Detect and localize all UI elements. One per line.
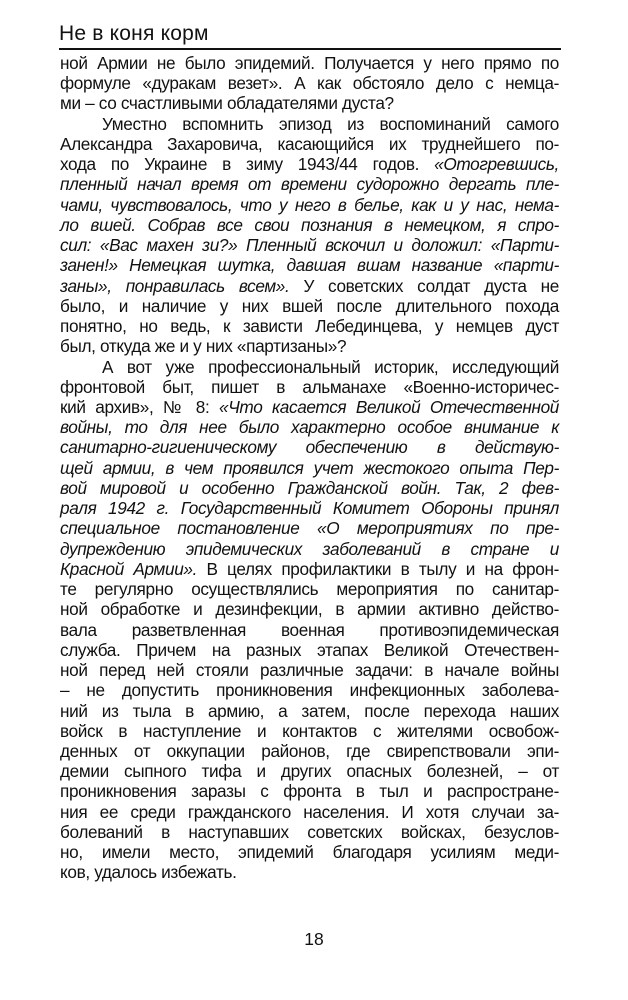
body-text-run: но, имели место, эпидемий благодаря усилиям меди- <box>60 842 559 863</box>
body-text-run: ной Армии не было эпидемий. Получается у него прямо по <box>60 53 559 73</box>
body-text-run: – не допустить проникновения инфекционных заболева- <box>60 680 559 701</box>
text-line <box>60 518 559 538</box>
text-line <box>60 539 559 559</box>
text-line <box>60 276 559 296</box>
text-line <box>60 53 559 73</box>
quoted-italic-text: щей армии, в чем проявился учет жестокого опыта Пер- <box>60 457 559 478</box>
body-text-run: формуле «дуракам везет». А как обстояло дело с немца- <box>60 73 559 94</box>
body-text-run: болеваний в наступавших советских войсках, безуслов- <box>60 821 559 842</box>
body-text-run: денных от оккупации районов, где свирепствовали эпи- <box>60 740 559 761</box>
text-line <box>60 316 559 336</box>
quoted-italic-text: сил: «Вас махен зи?» Пленный вскочил и доложил: «Парти- <box>60 235 559 256</box>
text-line <box>60 93 559 113</box>
text-line <box>60 579 559 599</box>
body-text-run: У советских солдат дуста не <box>303 275 560 296</box>
quoted-italic-text: Красной Армии». <box>60 558 207 579</box>
quoted-italic-text: занен!» Немецкая шутка, давшая вшам название «парти- <box>60 255 559 276</box>
text-line <box>60 437 559 457</box>
quoted-italic-text: пленный начал время от времени судорожно дергать пле- <box>60 174 559 195</box>
text-line <box>60 680 559 700</box>
text-line <box>60 802 559 822</box>
text-line <box>60 721 559 741</box>
body-text-run: ми – со счастливыми обладателями дуста? <box>60 93 394 114</box>
text-line <box>60 660 559 680</box>
quoted-italic-text: санитарно-гигиеническому обеспечению в действую- <box>60 437 559 458</box>
quoted-italic-text: чами, чувствовалось, что у него в белье, как и у нас, нема- <box>60 194 559 215</box>
text-line <box>60 599 559 619</box>
text-line <box>60 296 559 316</box>
text-line <box>60 559 559 579</box>
body-text-run: Уместно вспомнить эпизод из воспоминаний самого <box>102 113 559 134</box>
text-line <box>60 781 559 801</box>
header-rule-divider <box>59 48 561 50</box>
text-line <box>60 377 559 397</box>
text-line <box>60 134 559 154</box>
body-text-run: был, откуда же и у них «партизаны»? <box>60 336 347 357</box>
quoted-italic-text: войны, то для нее было характерно особое внимание к <box>60 417 559 438</box>
body-text-run: проникновения заразы с фронта в тыл и распростране- <box>60 781 559 802</box>
quoted-italic-text: «Что касается Великой Отечественной <box>218 396 559 417</box>
page-number: 18 <box>304 929 324 949</box>
body-text-run: те регулярно осуществлялись мероприятия по санитар- <box>60 579 559 600</box>
paragraph-first-line <box>60 357 559 377</box>
quoted-italic-text: ло вшей. Собрав все свои познания в немецком, я спро- <box>60 214 559 235</box>
text-line <box>60 235 559 255</box>
body-text-run: служба. Причем на разных этапах Великой Отечествен- <box>60 639 559 660</box>
quoted-italic-text: раля 1942 г. Государственный Комитет Обороны принял <box>60 498 559 519</box>
text-line <box>60 842 559 862</box>
quoted-italic-text: заны», понравилась всем». <box>60 275 304 296</box>
text-line <box>60 761 559 781</box>
text-line <box>60 195 559 215</box>
text-line <box>60 73 559 93</box>
text-line <box>60 336 559 356</box>
body-text-run: хода по Украине в зиму 1943/44 годов. <box>60 154 435 175</box>
text-line <box>60 417 559 437</box>
body-text-run: А вот уже профессиональный историк, исследующий <box>102 356 559 377</box>
body-text-run: было, и наличие у них вшей после длительного похода <box>60 295 559 316</box>
running-head-title: Не в коня корм <box>59 22 209 45</box>
paragraph-first-line <box>60 114 559 134</box>
body-text-run: войск в наступление и контактов с жителями освобож- <box>60 720 559 741</box>
text-line <box>60 174 559 194</box>
body-text-run: В целях профилактики в тылу и на фрон- <box>206 558 559 579</box>
body-text <box>60 53 559 883</box>
text-line <box>60 397 559 417</box>
text-line <box>60 154 559 174</box>
body-text-run: демии сыпного тифа и других опасных болезней, – от <box>60 761 559 782</box>
body-text-run: ния ее среди гражданского населения. И хотя случаи за- <box>60 801 559 822</box>
text-line <box>60 741 559 761</box>
quoted-italic-text: вой мировой и особенно Гражданской войн. Так, 2 фев- <box>60 477 559 498</box>
body-text-run: понятно, но ведь, к зависти Лебединцева, у немцев дуст <box>60 316 559 337</box>
body-text-run: ной перед ней стояли различные задачи: в начале войны <box>60 660 559 681</box>
quoted-italic-text: «Отогревшись, <box>434 154 559 175</box>
text-line <box>60 478 559 498</box>
text-line <box>60 862 559 882</box>
text-line <box>60 701 559 721</box>
text-line <box>60 458 559 478</box>
text-line <box>60 255 559 275</box>
body-text-run: Александра Захаровича, касающийся их труднейшего по- <box>60 133 559 154</box>
text-line <box>60 215 559 235</box>
body-text-run: вала разветвленная военная противоэпидемическая <box>60 619 559 640</box>
body-text-run: кий архив», № 8: <box>60 396 219 417</box>
text-line <box>60 640 559 660</box>
text-line <box>60 822 559 842</box>
quoted-italic-text: дупреждению эпидемических заболеваний в стране и <box>60 538 559 559</box>
text-line <box>60 620 559 640</box>
quoted-italic-text: специальное постановление «О мероприятиях по пре- <box>60 518 559 539</box>
body-text-run: ной обработке и дезинфекции, в армии активно действо- <box>60 599 559 620</box>
text-line <box>60 498 559 518</box>
body-text-run: ков, удалось избежать. <box>60 862 237 883</box>
body-text-run: ний из тыла в армию, а затем, после перехода наших <box>60 700 559 721</box>
body-text-run: фронтовой быт, пишет в альманахе «Военно-историчес- <box>60 376 559 397</box>
